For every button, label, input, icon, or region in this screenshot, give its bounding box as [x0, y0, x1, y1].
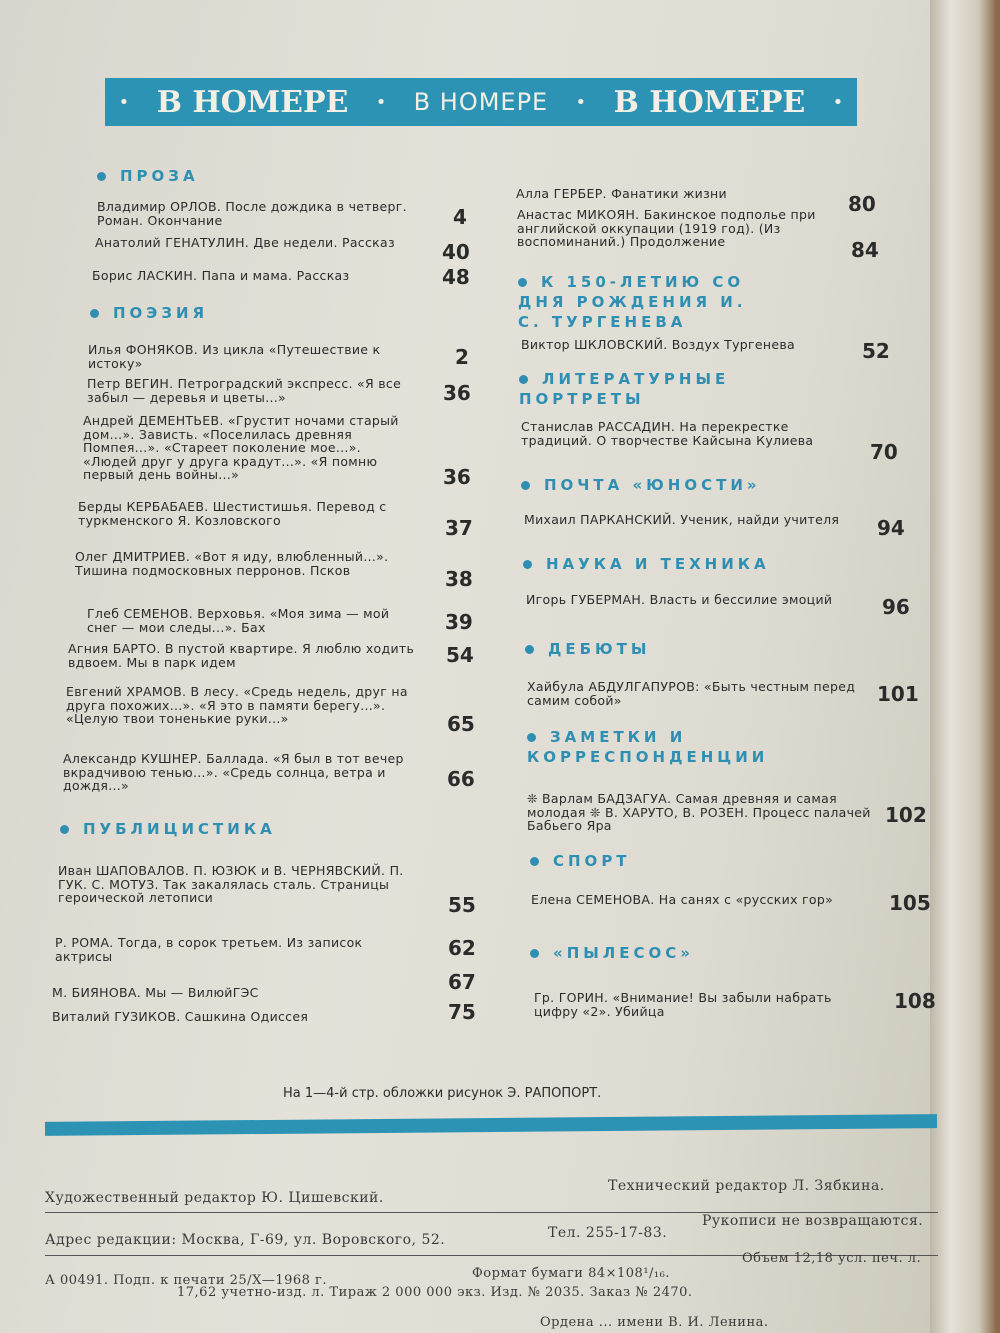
phone: Тел. 255-17-83. — [548, 1225, 668, 1241]
address: Адрес редакции: Москва, Г-69, ул. Воровского, 52. — [45, 1232, 446, 1248]
toc-entry: Анатолий ГЕНАТУЛИН. Две недели. Рассказ — [95, 235, 395, 250]
page-number: 75 — [448, 1000, 476, 1024]
section-turgenev: К 150-ЛЕТИЮ СО ДНЯ РОЖДЕНИЯ И. С. ТУРГЕНЕВА — [518, 273, 747, 331]
page-number: 67 — [448, 970, 476, 994]
toc-entry: Евгений ХРАМОВ. В лесу. «Средь недель, друг на друга похожих...». «Я это в памяти берегу...». «Целую твои тоненькие руки...» — [66, 684, 408, 726]
contents-banner — [105, 78, 857, 126]
page-number: 108 — [894, 989, 936, 1013]
art-editor: Художественный редактор Ю. Цишевский. — [45, 1190, 384, 1206]
page-number: 38 — [445, 567, 473, 591]
toc-entry: Хайбула АБДУЛГАПУРОВ: «Быть честным перед самим собой» — [527, 679, 856, 708]
page-number: 70 — [870, 440, 898, 464]
page-number: 36 — [443, 381, 471, 405]
imprint-line-1a: А 00491. Подп. к печати 25/X—1968 г. — [45, 1273, 327, 1288]
toc-entry: Александр КУШНЕР. Баллада. «Я был в тот вечер вкрадчивою тенью...». «Средь солнца, ветра и дождя...» — [63, 751, 404, 793]
section-debuty: ДЕБЮТЫ — [525, 639, 650, 659]
page-number: 40 — [442, 240, 470, 264]
page-number: 55 — [448, 893, 476, 917]
toc-entry: Анастас МИКОЯН. Бакинское подполье при английской оккупации (1919 год). (Из воспоминаний.) Продолжение — [517, 207, 816, 249]
imprint-line-1c: Объем 12,18 усл. печ. л. — [742, 1251, 922, 1266]
banner-title-bold: В НОМЕРЕ — [156, 84, 349, 120]
page-number: 4 — [453, 205, 467, 229]
section-nauka: НАУКА И ТЕХНИКА — [523, 554, 770, 574]
banner-dot: • — [375, 91, 387, 113]
section-portrety: ЛИТЕРАТУРНЫЕ ПОРТРЕТЫ — [519, 370, 730, 408]
toc-entry: Агния БАРТО. В пустой квартире. Я люблю ходить вдвоем. Мы в парк идем — [68, 641, 415, 670]
toc-entry: Игорь ГУБЕРМАН. Власть и бессилие эмоций — [526, 592, 833, 607]
page-number: 80 — [848, 192, 876, 216]
toc-entry: Андрей ДЕМЕНТЬЕВ. «Грустит ночами старый дом...». Зависть. «Поселилась древняя Помпея...». «Стареет поколение мое...». «Людей друг у друга крадут...». «Я помню первый день войны...» — [83, 413, 399, 482]
section-publ: ПУБЛИЦИСТИКА — [60, 819, 276, 839]
footer-rule — [45, 1114, 937, 1136]
page-number: 62 — [448, 936, 476, 960]
page-number: 36 — [443, 465, 471, 489]
toc-entry: Алла ГЕРБЕР. Фанатики жизни — [516, 186, 727, 201]
toc-entry: Гр. ГОРИН. «Внимание! Вы забыли набрать цифру «2». Убийца — [534, 990, 832, 1019]
toc-entry: Глеб СЕМЕНОВ. Верховья. «Моя зима — мой снег — мои следы...». Бах — [87, 606, 390, 635]
page-number: 96 — [882, 595, 910, 619]
toc-entry: Олег ДМИТРИЕВ. «Вот я иду, влюбленный...». Тишина подмосковных перронов. Псков — [75, 549, 389, 578]
toc-entry: Владимир ОРЛОВ. После дождика в четверг. Роман. Окончание — [97, 199, 407, 228]
toc-entry: Иван ШАПОВАЛОВ. П. ЮЗЮК и В. ЧЕРНЯВСКИЙ. П. ГУК. С. МОТУЗ. Так закалялась сталь. Страницы героической летописи — [58, 863, 404, 905]
imprint-line-3: Ордена ... имени В. И. Ленина. — [540, 1315, 769, 1330]
section-proza: ПРОЗА — [97, 166, 199, 186]
page-number: 94 — [877, 516, 905, 540]
page-number: 37 — [445, 516, 473, 540]
page-number: 2 — [455, 345, 469, 369]
page-number: 66 — [447, 767, 475, 791]
page-number: 39 — [445, 610, 473, 634]
banner-dot: • — [832, 91, 844, 113]
page-number: 65 — [447, 712, 475, 736]
imprint-line-2: 17,62 учетно-изд. л. Тираж 2 000 000 экз. Изд. № 2035. Заказ № 2470. — [177, 1285, 693, 1300]
toc-entry: М. БИЯНОВА. Мы — ВилюйГЭС — [52, 985, 259, 1000]
page-number: 84 — [851, 238, 879, 262]
toc-entry: Елена СЕМЕНОВА. На санях с «русских гор» — [531, 892, 834, 907]
tech-editor: Технический редактор Л. Зябкина. — [608, 1178, 885, 1194]
imprint-line-1b: Формат бумаги 84×108¹/₁₆. — [472, 1266, 670, 1281]
toc-entry: Петр ВЕГИН. Петроградский экспресс. «Я все забыл — деревья и цветы...» — [87, 376, 402, 405]
toc-entry: Берды КЕРБАБАЕВ. Шестистишья. Перевод с туркменского Я. Козловского — [78, 499, 387, 528]
page-number: 54 — [446, 643, 474, 667]
toc-entry: Станислав РАССАДИН. На перекрестке традиций. О творчестве Кайсына Кулиева — [521, 419, 814, 448]
section-pylesos: «ПЫЛЕСОС» — [530, 943, 694, 963]
page-edge — [930, 0, 1000, 1333]
section-pochta: ПОЧТА «ЮНОСТИ» — [521, 475, 761, 495]
cover-note: На 1—4-й стр. обложки рисунок Э. РАПОПОРТ. — [283, 1086, 602, 1101]
toc-entry: Виталий ГУЗИКОВ. Сашкина Одиссея — [52, 1009, 309, 1024]
page-number: 102 — [885, 803, 927, 827]
page-number: 101 — [877, 682, 919, 706]
toc-entry: ❊ Варлам БАДЗАГУА. Самая древняя и самая молодая ❊ В. ХАРУТО, В. РОЗЕН. Процесс палачей Бабьего Яра — [527, 791, 871, 833]
section-zametki: ЗАМЕТКИ И КОРРЕСПОНДЕНЦИИ — [527, 728, 769, 766]
banner-dot: • — [118, 91, 130, 113]
page-number: 52 — [862, 339, 890, 363]
toc-entry: Илья ФОНЯКОВ. Из цикла «Путешествие к истоку» — [88, 342, 381, 371]
banner-title-light: В НОМЕРЕ — [413, 88, 549, 116]
toc-entry: Виктор ШКЛОВСКИЙ. Воздух Тургенева — [521, 337, 795, 352]
page-number: 105 — [889, 891, 931, 915]
manuscripts-note: Рукописи не возвращаются. — [702, 1213, 924, 1229]
toc-entry: Р. РОМА. Тогда, в сорок третьем. Из записок актрисы — [55, 935, 363, 964]
toc-entry: Михаил ПАРКАНСКИЙ. Ученик, найди учителя — [524, 512, 840, 527]
toc-entry: Борис ЛАСКИН. Папа и мама. Рассказ — [92, 268, 350, 283]
banner-title-bold-2: В НОМЕРЕ — [613, 84, 806, 120]
page-number: 48 — [442, 265, 470, 289]
section-poeziya: ПОЭЗИЯ — [90, 303, 208, 323]
section-sport: СПОРТ — [530, 851, 631, 871]
banner-dot: • — [575, 91, 587, 113]
